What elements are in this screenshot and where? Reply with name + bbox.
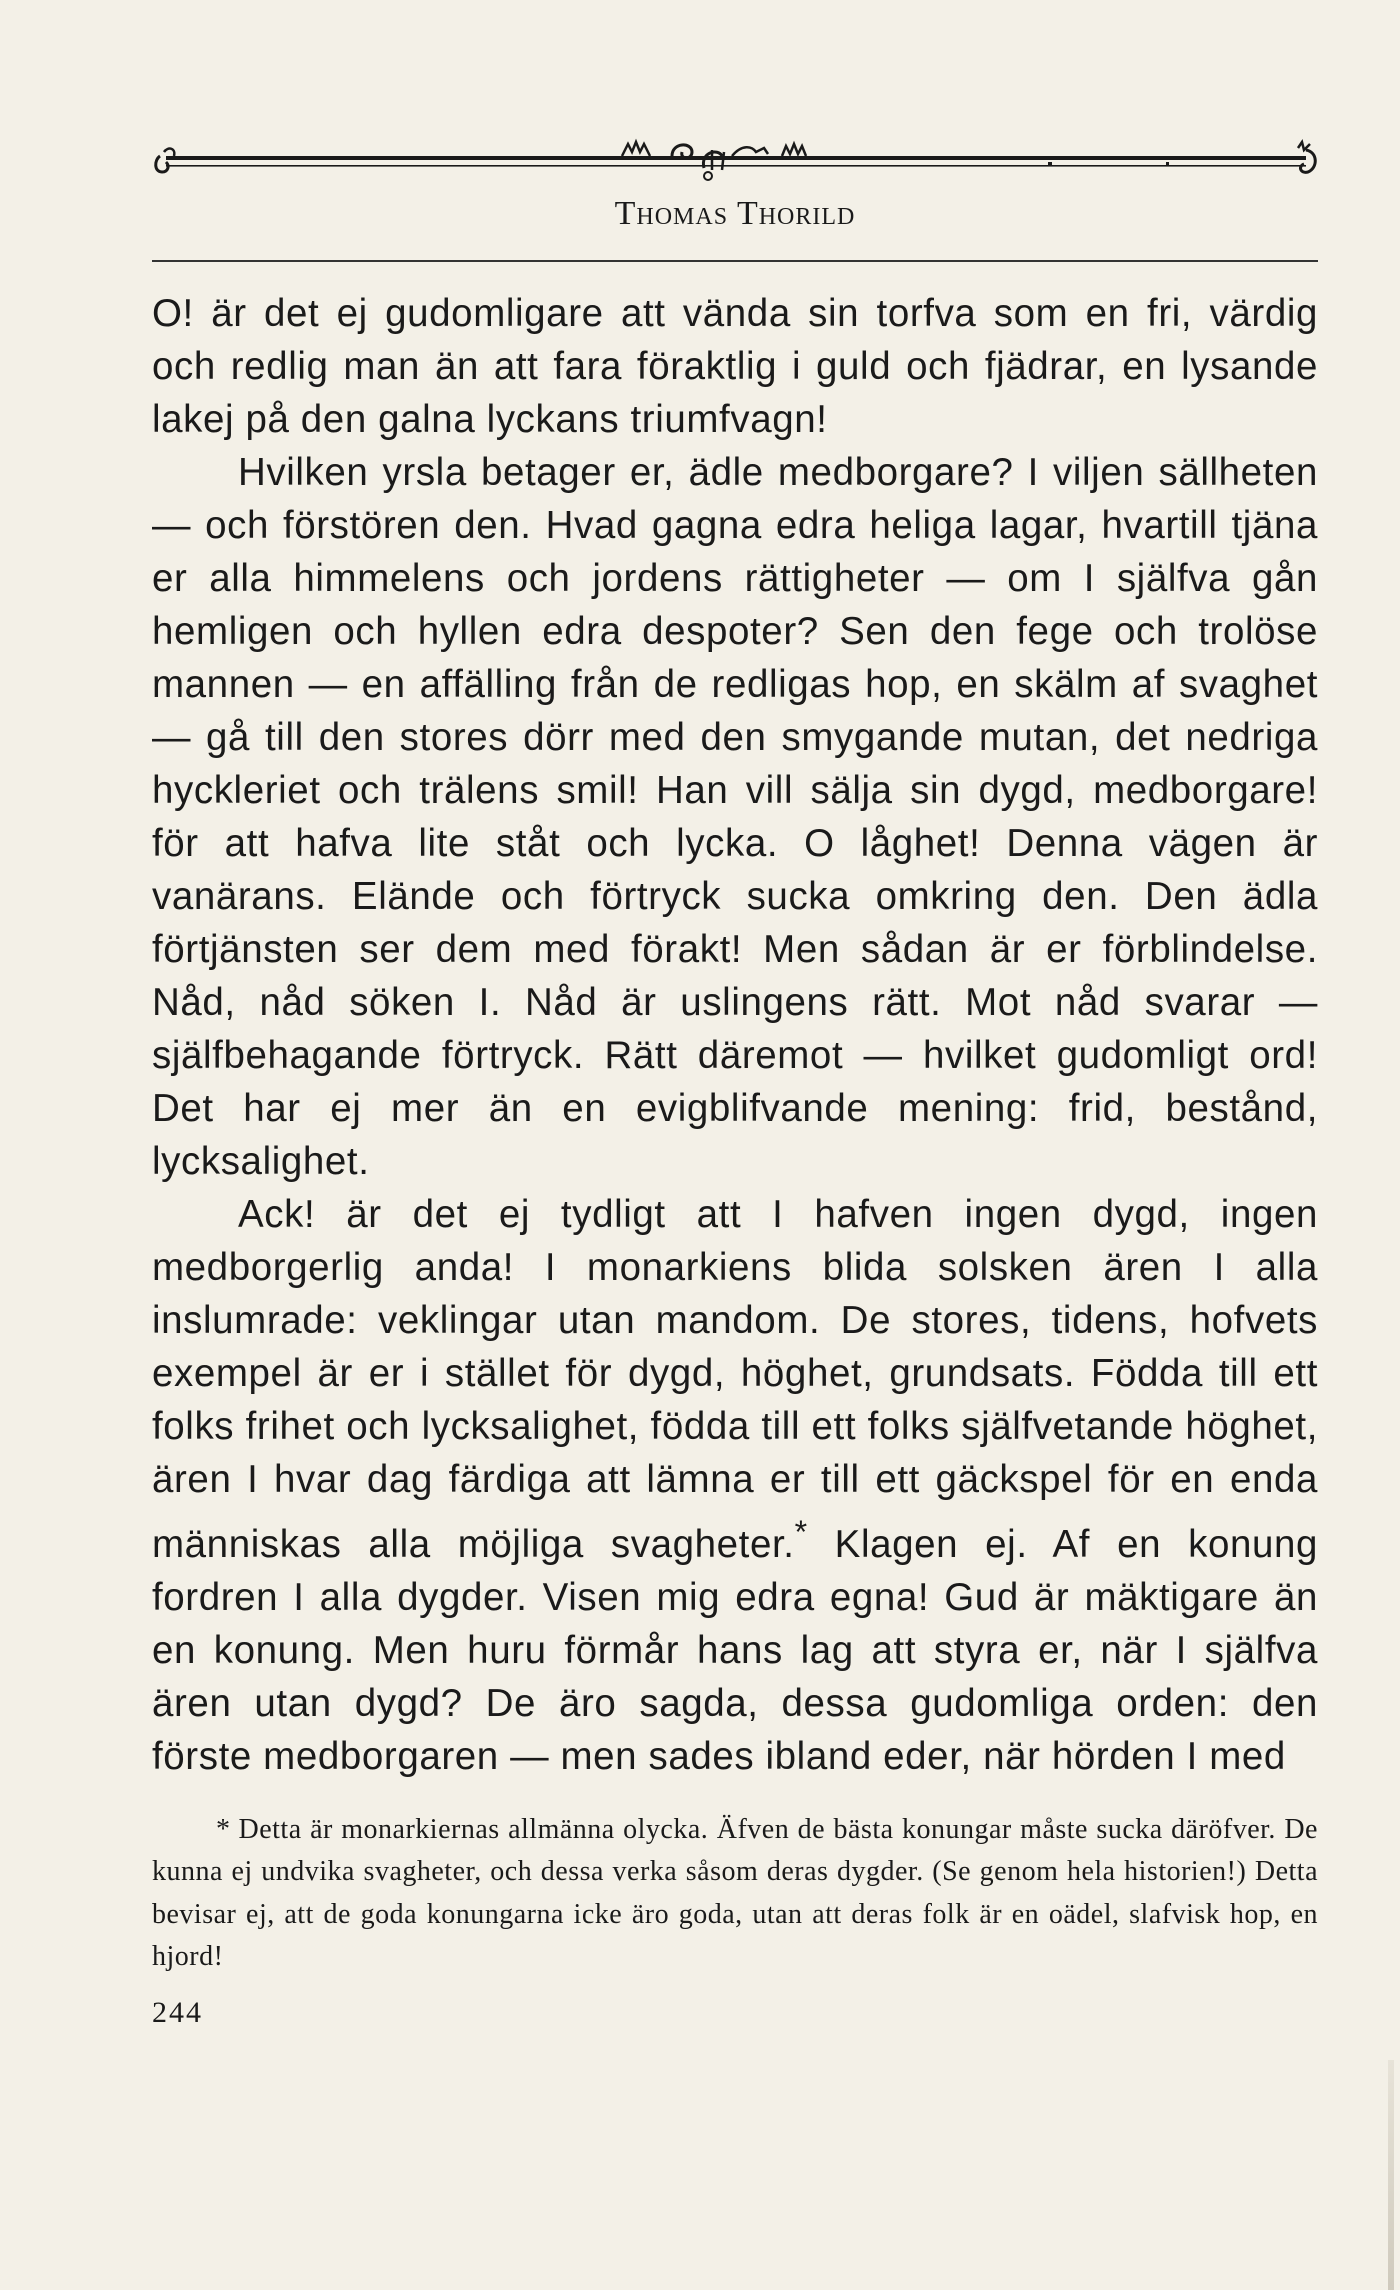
header-ornament-rule [152,138,1318,200]
paragraph-3 [152,1188,1318,1783]
paragraph-4-text: Klagen ej. Af en konung fordren I alla dygder. Visen mig edra egna! Gud är mäktigare än en konung. Men huru förmår hans lag att styra er, när I själfva ären utan dygd? De äro sagda, dessa gudomliga orden: den förste medborgaren — men sades ibland eder, när hörden I med [152,1522,1318,1778]
footnote [152,1809,1318,1979]
paragraph-3-text: Ack! är det ej tydligt att I hafven ingen dygd, ingen medborgerlig anda! I monarkiens blida solsken ären I alla inslumrade: veklingar utan mandom. De stores, tidens, hofvets exempel är er i stället för dygd, höghet, grundsats. Födda till ett folks frihet och lycksalighet, födda till ett folks själfvetande höghet, ären I hvar dag färdiga att lämna er till ett gäckspel för en enda människas alla möjliga svagheter. [152,1193,1318,1566]
header-divider [152,260,1318,262]
paragraph-1: O! är det ej gudomligare att vända sin torfva som en fri, värdig och redlig man än att fara föraktlig i guld och fjädrar, en lysande lakej på den galna lyckans triumfvagn! [152,292,1318,441]
book-page [152,138,1318,2033]
footnote-marker: * [216,1813,231,1845]
footnote-text: Detta är monarkiernas allmänna olycka. Äfven de bästa konungar måste sucka däröfver. De kunna ej undvika svagheter, och dessa verka såsom deras dygder. (Se genom hela historien!) Detta bevisar ej, att de goda konungarna icke äro goda, utan att deras folk är en oädel, slafvisk hop, en hjord! [152,1813,1318,1973]
footnote-reference: * [794,1514,808,1550]
page-number: 244 [152,1995,203,2029]
running-head: Thomas Thorild [614,195,856,232]
main-text [152,287,1318,1783]
page-edge-shadow [1388,2060,1394,2290]
paragraph-2: Hvilken yrsla betager er, ädle medborgare? I viljen sällheten — och förstören den. Hvad gagna edra heliga lagar, hvartill tjäna er alla himmelens och jordens rättigheter — om I själfva gån hemligen och hyllen edra despoter? Sen den fege och trolöse mannen — en affälling från de redligas hop, en skälm af svaghet — gå till den stores dörr med den smygande mutan, det nedriga hyckleriet och trälens smil! Han vill sälja sin dygd, medborgare! för att hafva lite ståt och lycka. O låghet! Denna vägen är vanärans. Elände och förtryck sucka omkring den. Den ädla förtjänsten ser dem med förakt! Men sådan är er förblindelse. Nåd, nåd söken I. Nåd är uslingens rätt. Mot nåd svarar — själfbehagande förtryck. Rätt däremot — hvilket gudomligt ord! Det har ej mer än en evigblifvande mening: frid, bestånd, lycksalighet. [152,451,1318,1183]
